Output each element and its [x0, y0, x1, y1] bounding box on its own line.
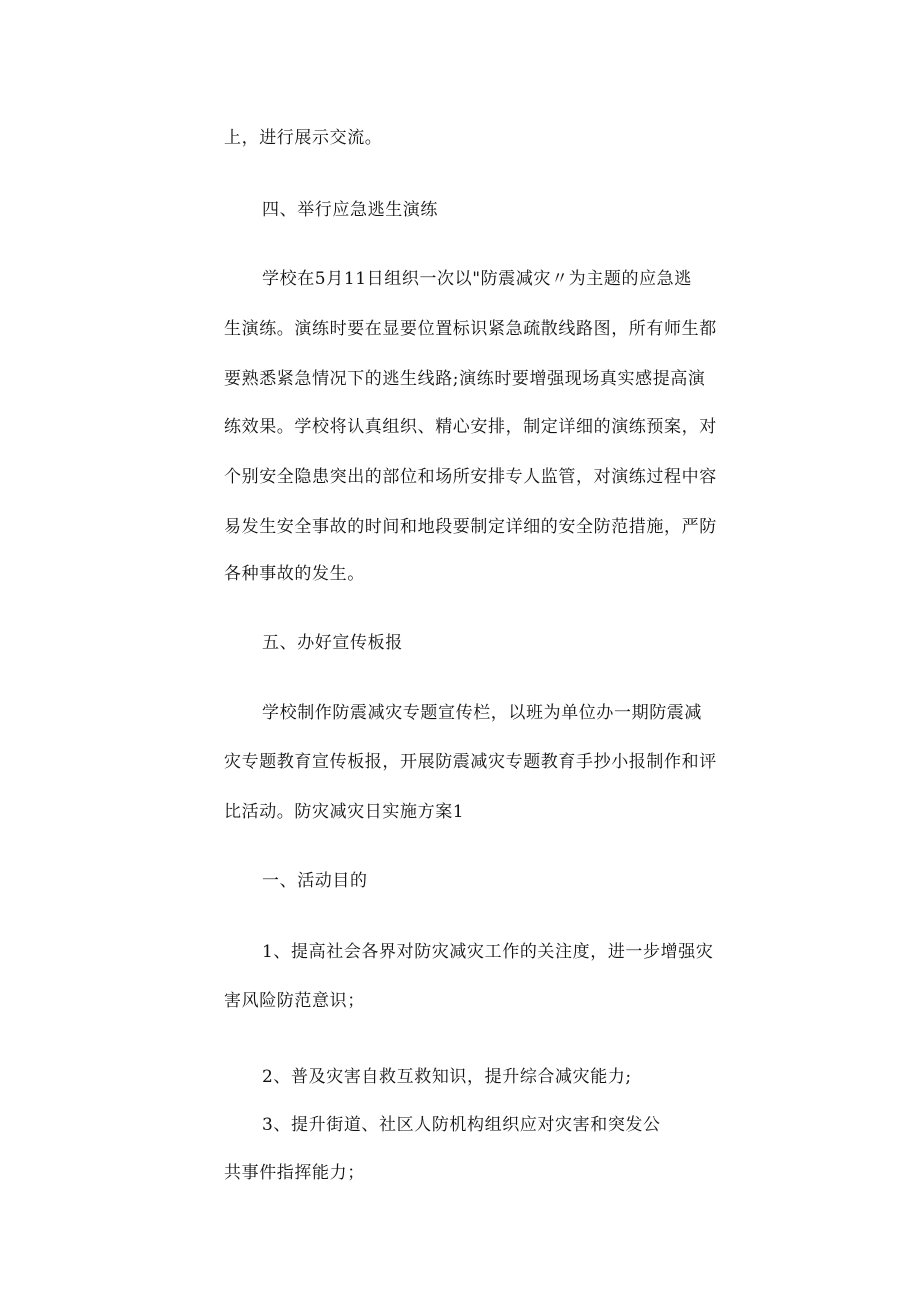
- paragraph-line: 练效果。学校将认真组织、精心安排，制定详细的演练预案，对: [224, 417, 717, 437]
- section-heading: 一、活动目的: [262, 871, 368, 891]
- paragraph-line: 比活动。防灾减灾日实施方案1: [224, 802, 465, 822]
- paragraph-line: 学校制作防震减灾专题宣传栏，以班为单位办一期防震减: [262, 703, 702, 723]
- list-item: 2、普及灾害自救互救知识，提升综合减灾能力;: [262, 1067, 632, 1087]
- paragraph-line: 各种事故的发生。: [224, 564, 365, 584]
- list-item-continuation: 共事件指挥能力；: [224, 1163, 365, 1183]
- paragraph-line: 个别安全隐患突出的部位和场所安排专人监管，对演练过程中容: [224, 467, 717, 487]
- paragraph-line: 灾专题教育宣传板报，开展防震减灾专题教育手抄小报制作和评: [224, 752, 717, 772]
- list-item-continuation: 害风险防范意识；: [224, 991, 365, 1011]
- paragraph-line: 上，进行展示交流。: [224, 128, 383, 148]
- list-item: 3、提升街道、社区人防机构组织应对灾害和突发公: [262, 1115, 661, 1135]
- paragraph-line: 易发生安全事故的时间和地段要制定详细的安全防范措施，严防: [224, 517, 717, 537]
- paragraph-line: 学校在5月11日组织一次以"防震减灾〃为主题的应急逃: [262, 269, 692, 289]
- section-heading: 四、举行应急逃生演练: [262, 200, 438, 220]
- list-item: 1、提高社会各界对防灾减灾工作的关注度，进一步增强灾: [262, 942, 714, 962]
- section-heading: 五、办好宣传板报: [262, 633, 403, 653]
- paragraph-line: 生演练。演练时要在显要位置标识紧急疏散线路图，所有师生都: [224, 319, 717, 339]
- paragraph-line: 要熟悉紧急情况下的逃生线路;演练时要增强现场真实感提高演: [224, 369, 706, 389]
